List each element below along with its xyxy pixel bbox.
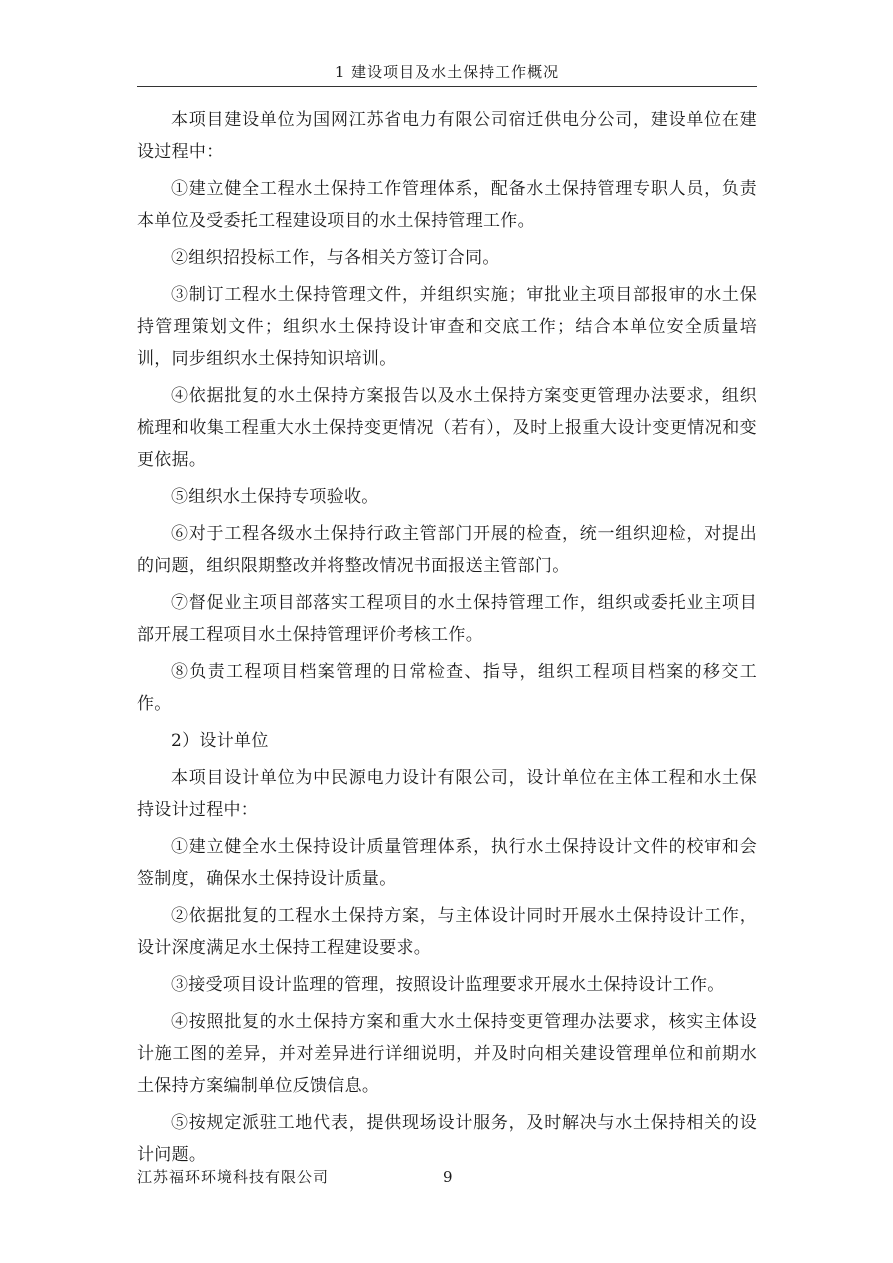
header-rule [137, 86, 757, 87]
list-item: ⑤组织水土保持专项验收。 [171, 487, 379, 507]
list-item: ①建立健全水土保持设计质量管理体系，执行水土保持设计文件的校审和会签制度，确保水土保持设计质量。 [137, 837, 757, 889]
list-item: ⑥对于工程各级水土保持行政主管部门开展的检查，统一组织迎检，对提出的问题，组织限期整改并将整改情况书面报送主管部门。 [137, 524, 757, 576]
body-text [137, 104, 757, 1176]
intro-paragraph: 本项目设计单位为中民源电力设计有限公司，设计单位在主体工程和水土保持设计过程中： [137, 768, 757, 820]
section-heading: 2）设计单位 [171, 731, 269, 751]
list-item: ④按照批复的水土保持方案和重大水土保持变更管理办法要求，核实主体设计施工图的差异，并对差异进行详细说明，并及时向相关建设管理单位和前期水土保持方案编制单位反馈信息。 [137, 1012, 757, 1096]
list-item: ①建立健全工程水土保持工作管理体系，配备水土保持管理专职人员，负责本单位及受委托工程建设项目的水土保持管理工作。 [137, 179, 757, 231]
page-number: 9 [443, 1168, 453, 1186]
list-item: ③接受项目设计监理的管理，按照设计监理要求开展水土保持设计工作。 [171, 975, 725, 995]
list-item: ③制订工程水土保持管理文件，并组织实施；审批业主项目部报审的水土保持管理策划文件；组织水土保持设计审查和交底工作；结合本单位安全质量培训，同步组织水土保持知识培训。 [137, 285, 757, 369]
intro-paragraph: 本项目建设单位为国网江苏省电力有限公司宿迁供电分公司，建设单位在建设过程中： [137, 110, 757, 162]
list-item: ⑤按规定派驻工地代表，提供现场设计服务，及时解决与水土保持相关的设计问题。 [137, 1113, 757, 1165]
list-item: ②组织招投标工作，与各相关方签订合同。 [171, 248, 500, 268]
list-item: ⑦督促业主项目部落实工程项目的水土保持管理工作，组织或委托业主项目部开展工程项目水土保持管理评价考核工作。 [137, 593, 757, 645]
list-item: ⑧负责工程项目档案管理的日常检查、指导，组织工程项目档案的移交工作。 [137, 662, 757, 714]
page-footer [137, 1167, 757, 1189]
list-item: ②依据批复的工程水土保持方案，与主体设计同时开展水土保持设计工作，设计深度满足水土保持工程建设要求。 [137, 906, 757, 958]
list-item: ④依据批复的水土保持方案报告以及水土保持方案变更管理办法要求，组织梳理和收集工程重大水土保持变更情况（若有），及时上报重大设计变更情况和变更依据。 [137, 386, 757, 470]
footer-company: 江苏福环环境科技有限公司 [137, 1168, 330, 1186]
running-header: 1 建设项目及水土保持工作概况 [334, 63, 560, 81]
